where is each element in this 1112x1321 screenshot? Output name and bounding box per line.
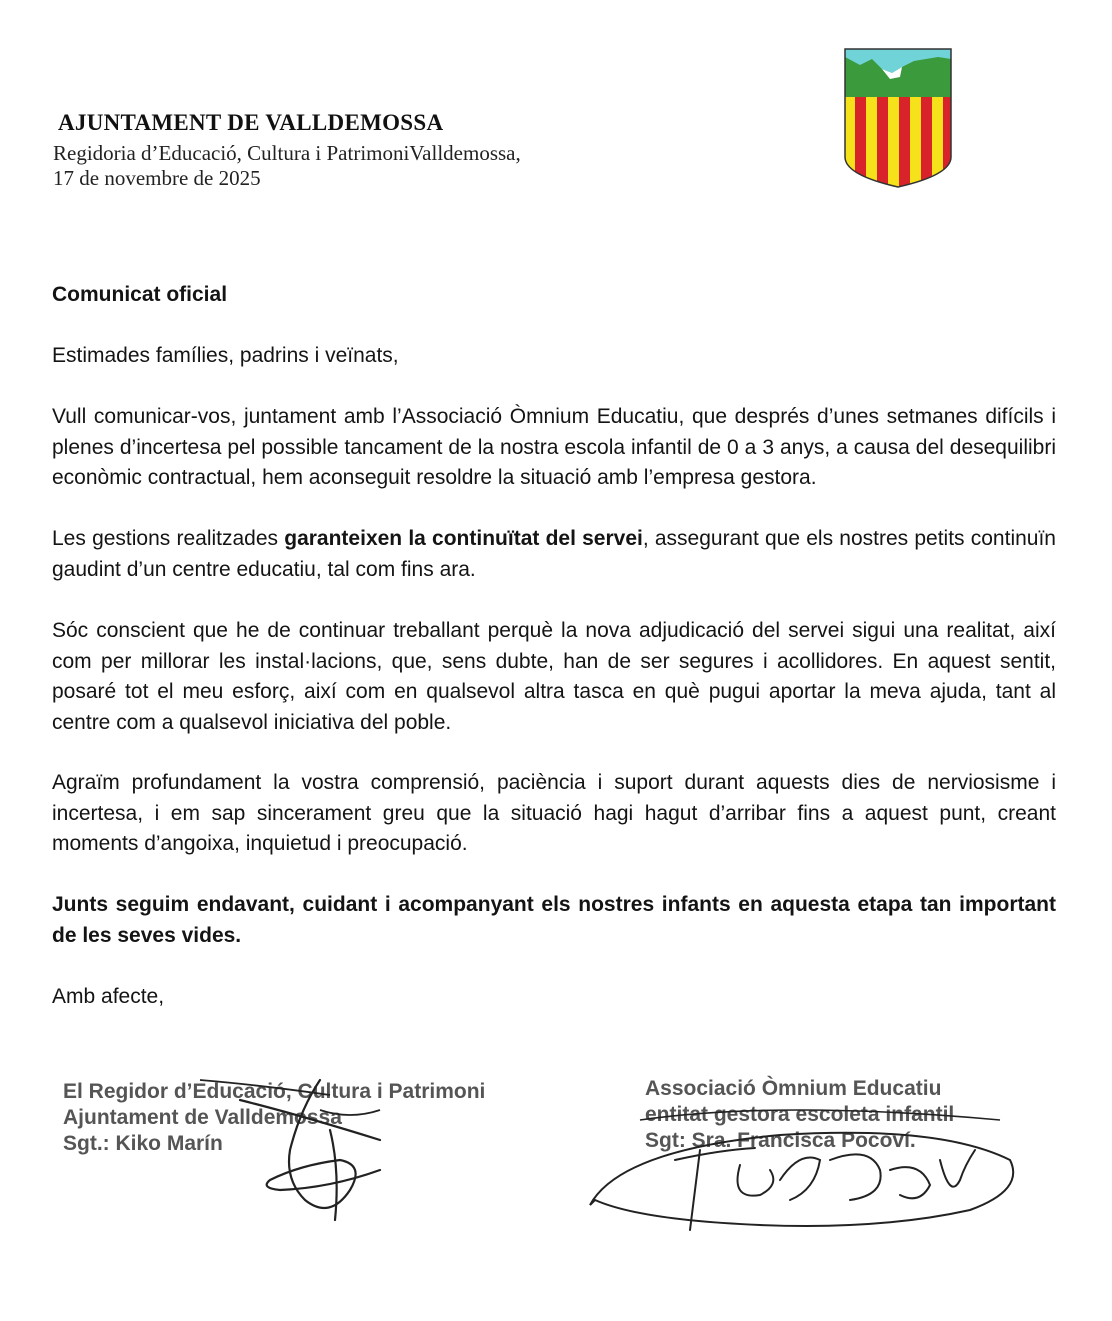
greeting: Estimades famílies, padrins i veïnats, [52,344,399,367]
paragraph-3: Sóc conscient que he de continuar treballant perquè la nova adjudicació del servei sigui una realitat, així com per millorar les instal·lacions, que, sens dubte, han de ser segures i acollidores. En aquest sentit, posaré tot el meu esforç, així com en qualsevol altra tasca en què pugui aportar la meva ajuda, tant al centre com a qualsevol iniciativa del poble. [52,619,1056,734]
closing: Amb afecte, [52,985,165,1008]
paragraph-4: Agraïm profundament la vostra comprensió, paciència i suport durant aquests dies de nerviosisme i incertesa, i em sap sincerament greu que la situació hagi hagut d’arribar fins a aquest punt, creant moments d’angoixa, inquietud i preocupació. [52,771,1056,856]
signer-left-org: Ajuntament de Valldemossa [63,1106,342,1129]
paragraph-1: Vull comunicar-vos, juntament amb l’Associació Òmnium Educatiu, que després d’unes setmanes difícils i plenes d’incertesa pel possible tancament de la nostra escola infantil de 0 a 3 anys, a causa del desequilibri econòmic contractual, hem aconseguit resoldre la situació amb l’empresa gestora. [52,405,1056,490]
paragraph-5: Junts seguim endavant, cuidant i acompanyant els nostres infants en aquesta etapa tan important de les seves vides. [52,893,1056,947]
letter-date: 17 de novembre de 2025 [53,166,261,190]
letter-heading: Comunicat oficial [52,283,228,306]
signature-left-icon [180,1070,440,1230]
paragraph-2-text-a: Les gestions realitzades [52,527,285,550]
paragraph-2-text-b: , assegurant que els nostres petits continuïn gaudint d’un centre educatiu, tal com fins ara. [52,527,1056,581]
coat-of-arms-icon [842,47,954,189]
paragraph-2 [52,524,1056,585]
municipality-title: AJUNTAMENT DE VALLDEMOSSA [58,110,444,135]
signature-right-icon [580,1090,1030,1240]
signer-right-role: entitat gestora escoleta infantil [645,1103,955,1126]
signer-left-role: El Regidor d’Educació, Cultura i Patrimoni [63,1080,486,1103]
department-line: Regidoria d’Educació, Cultura i PatrimoniValldemossa, [53,141,521,165]
paragraph-2-emphasis: garanteixen la continuïtat del servei [284,527,643,550]
signer-right-org: Associació Òmnium Educatiu [645,1077,942,1100]
signer-left-name: Sgt.: Kiko Marín [63,1132,223,1155]
signer-right-name: Sgt: Sra. Francisca Pocoví. [645,1129,916,1152]
